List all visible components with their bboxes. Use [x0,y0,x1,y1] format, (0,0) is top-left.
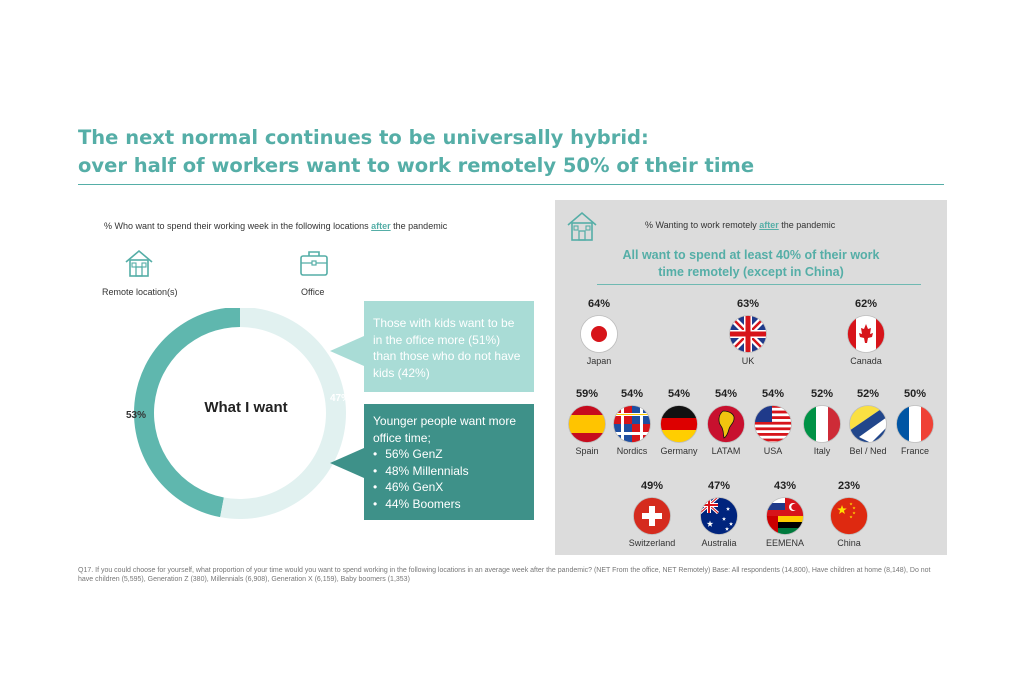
country-name: Canada [850,356,882,366]
title-line-1: The next normal continues to be universally hybrid: [78,126,649,149]
country-item [878,387,952,456]
country-percentage: 54% [620,388,644,400]
country-name: Italy [813,446,831,456]
donut-label-remote: 53% [126,410,147,421]
title-divider [78,184,944,185]
country-percentage: 50% [903,388,927,400]
age-callout-pointer [330,448,364,478]
donut-label-office: 47% [329,393,351,404]
country-name: Switzerland [628,538,676,548]
country-name: Australia [701,538,737,548]
france-flag [896,405,934,443]
panel-subtitle-highlight: after [759,220,779,230]
uk-flag [729,315,767,353]
country-percentage: 52% [856,388,880,400]
panel-subtitle-tail: the pandemic [778,220,836,230]
country-item [829,297,903,366]
country-name: Spain [575,446,599,456]
footnote: Q17. If you could choose for yourself, what proportion of your time would you want to spend working in the following locations in an average week after the pandemic? (NET From the office, NET Remotely) Base: All respondents (14,800), Have children at home (8,148), Do not have children (5,595), Generation Z (380), Millennials (6,908), Generation X (6,159), Baby boomers (1,353) [78,567,931,583]
country-name: UK [741,356,755,366]
age-item-genx: • 46% GenX [373,479,526,496]
country-item [748,479,822,548]
donut-center-text: What I want [204,399,288,416]
country-name: France [900,446,929,456]
country-percentage: 54% [714,388,738,400]
country-name: Japan [586,356,612,366]
country-percentage: 59% [575,388,599,400]
title-line-2: over half of workers want to work remotely 50% of their time [78,154,755,177]
remote-location-label: Remote location(s) [102,287,178,297]
country-name: China [837,538,861,548]
country-percentage: 23% [837,480,861,492]
age-item-boomers: • 44% Boomers [373,496,526,513]
canada-flag [847,315,885,353]
country-percentage: 54% [761,388,785,400]
left-subtitle-highlight: after [371,221,391,231]
country-item [812,479,886,548]
eemena-flag [766,497,804,535]
country-name: LATAM [711,446,741,456]
country-percentage: 64% [587,298,611,310]
country-percentage: 49% [640,480,664,492]
age-callout-heading: Younger people want more office time; [373,414,516,445]
china-flag [830,497,868,535]
left-subtitle [104,221,447,231]
country-percentage: 54% [667,388,691,400]
country-percentage: 52% [810,388,834,400]
country-percentage: 63% [736,298,760,310]
age-callout-list [373,446,526,512]
country-name: Germany [660,446,698,456]
country-name: Bel / Ned [849,446,887,456]
age-item-millennials: • 48% Millennials [373,463,526,480]
country-name: Nordics [616,446,648,456]
country-item [615,479,689,548]
left-subtitle-tail: the pandemic [390,221,448,231]
panel-headline-line-2: time remotely (except in China) [658,265,844,279]
country-percentage: 62% [854,298,878,310]
country-percentage: 43% [773,480,797,492]
left-subtitle-text: % Who want to spend their working week in the following locations [104,221,372,231]
house-icon [565,209,599,248]
country-item [682,479,756,548]
country-name: EEMENA [765,538,804,548]
kids-callout [364,301,534,392]
office-label: Office [301,287,325,297]
switzerland-flag [633,497,671,535]
panel-subtitle [645,220,835,230]
kids-callout-pointer [330,336,364,366]
panel-headline-line-1: All want to spend at least 40% of their work [622,248,880,262]
country-item [562,297,636,366]
panel-headline [555,247,947,281]
panel-subtitle-text: % Wanting to work remotely [645,220,760,230]
briefcase-icon [298,248,330,283]
age-callout [364,404,534,520]
country-panel [555,200,947,555]
country-item [711,297,785,366]
page-title [78,124,754,180]
kids-callout-text: Those with kids want to be in the office more (51%) than those who do not have kids (42%) [373,316,521,380]
work-location-donut-chart [120,308,360,548]
japan-flag [580,315,618,353]
panel-divider [597,284,921,285]
australia-flag [700,497,738,535]
age-item-genz: • 56% GenZ [373,446,526,463]
house-icon [123,247,155,284]
country-percentage: 47% [707,480,731,492]
country-name: USA [763,446,783,456]
